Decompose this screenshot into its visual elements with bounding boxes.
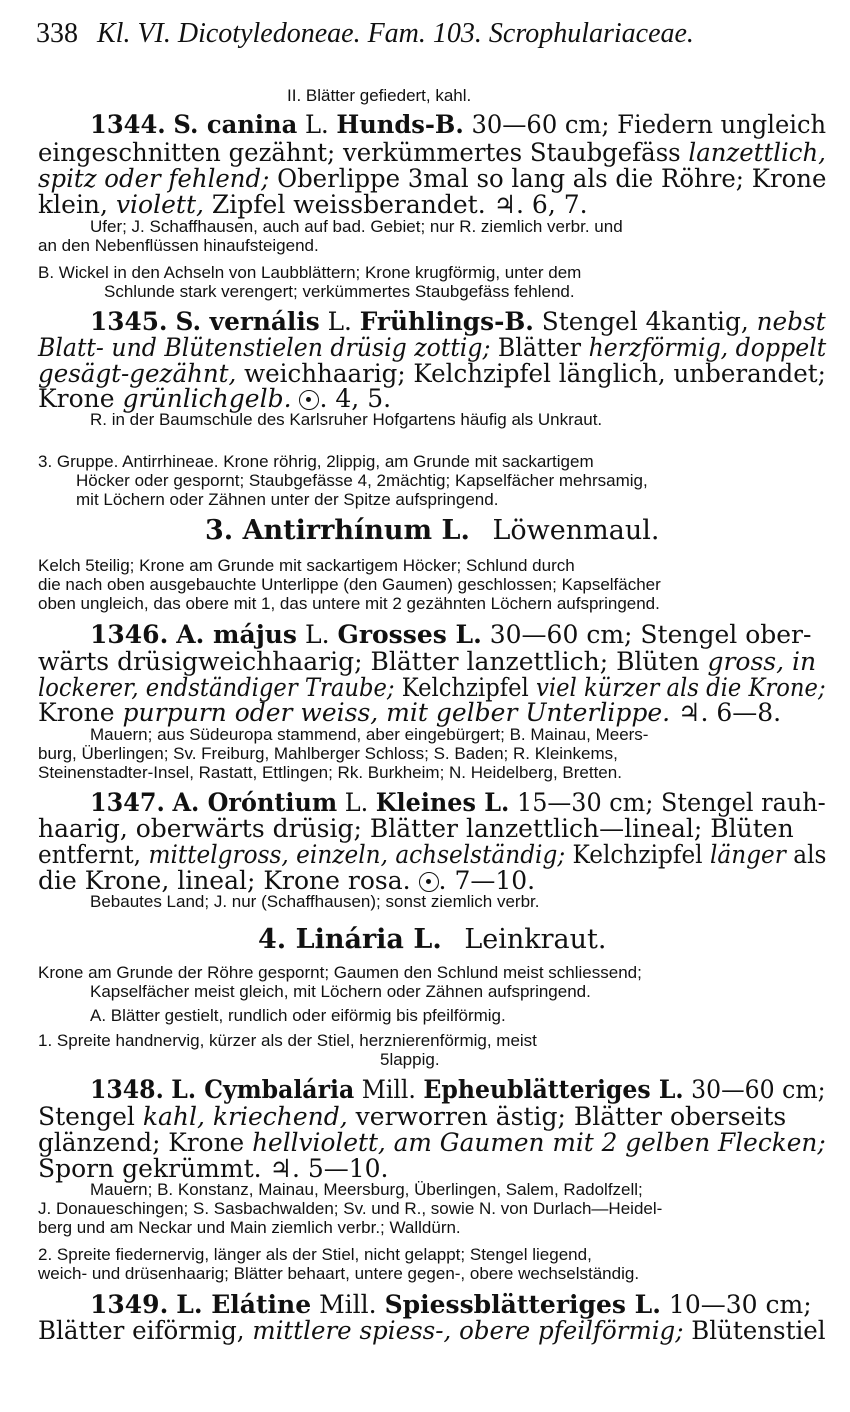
- genus-common-name: Leinkraut.: [464, 924, 607, 955]
- entry-text: glänzend; Krone: [38, 1128, 245, 1157]
- entry-number: 1348.: [90, 1075, 164, 1104]
- entry-number: 1344.: [90, 110, 166, 139]
- distribution: Steinenstadter-Insel, Rastatt, Ettlingen; Rk. Burkheim; N. Heidelberg, Bretten.: [38, 763, 622, 782]
- entry-text: Blätter eiförmig,: [38, 1316, 245, 1345]
- entry-text: 30—60 cm;: [691, 1075, 826, 1104]
- species-author: L.: [344, 788, 369, 817]
- entry-text: eingeschnitten gezähnt; verkümmertes Staubgefäss: [38, 138, 681, 167]
- entry-text-italic: hellviolett, am Gaumen mit 2 gelben Flecken;: [252, 1128, 826, 1157]
- entry-text: Stengel: [38, 1102, 135, 1131]
- species-name: S. vernális: [175, 307, 320, 336]
- distribution: R. in der Baumschule des Karlsruher Hofgartens häufig als Unkraut.: [90, 410, 603, 429]
- genus-description: oben ungleich, das obere mit 1, das untere mit 2 gezähnten Löchern aufspringend.: [38, 594, 660, 613]
- entry-text: Oberlippe 3mal so lang als die Röhre; Krone: [277, 164, 827, 193]
- entry-text-italic: länger: [709, 840, 786, 869]
- entry-number: 1349.: [90, 1290, 169, 1319]
- entry-text-italic: viel kürzer als die Krone;: [536, 673, 826, 702]
- genus-description: die nach oben ausgebauchte Unterlippe (den Gaumen) geschlossen; Kapselfächer: [38, 575, 661, 594]
- entry-text-italic: herzförmig, doppelt: [588, 333, 827, 362]
- entry-text-italic: mittlere spiess-, obere pfeilförmig;: [252, 1316, 684, 1345]
- genus-heading: [205, 515, 659, 546]
- species-author: L.: [327, 307, 352, 336]
- entry-text: Krone: [38, 384, 115, 413]
- entry-text-italic: violett,: [115, 190, 204, 219]
- entry-text-italic: mittelgross, einzeln, achselständig;: [148, 840, 566, 869]
- key-item-1: 5lappig.: [380, 1050, 440, 1069]
- entry-text: als: [793, 840, 827, 869]
- species-author: Mill.: [361, 1075, 416, 1104]
- entry-text-italic: kahl, kriechend,: [142, 1102, 348, 1131]
- genus-description: Krone am Grunde der Röhre gespornt; Gaumen den Schlund meist schliessend;: [38, 963, 642, 982]
- distribution: burg, Überlingen; Sv. Freiburg, Mahlberger Schloss; S. Baden; R. Kleinkems,: [38, 744, 618, 763]
- section-heading: II. Blätter gefiedert, kahl.: [287, 86, 472, 105]
- genus-name: 4. Linária L.: [258, 924, 442, 955]
- entry-text-italic: purpurn oder weiss, mit gelber Unterlippe.: [122, 698, 671, 727]
- genus-common-name: Löwenmaul.: [492, 515, 660, 546]
- entry-text: 30—60 cm; Stengel ober-: [489, 620, 812, 649]
- entry-text: haarig, oberwärts drüsig; Blätter lanzettlich—lineal; Blüten: [38, 814, 794, 843]
- entry-text: 4, 5.: [335, 384, 392, 413]
- entry-text: 15—30 cm; Stengel rauh-: [516, 788, 826, 817]
- entry-text: klein,: [38, 190, 108, 219]
- entry-text: entfernt,: [38, 840, 142, 869]
- distribution: Bebautes Land; J. nur (Schaffhausen); sonst ziemlich verbr.: [90, 892, 540, 911]
- page-header: [36, 18, 826, 50]
- entry-text: 30—60 cm; Fiedern ungleich: [471, 110, 827, 139]
- common-name: Epheublätteriges L.: [423, 1075, 684, 1104]
- annual-sun-icon: [419, 872, 439, 892]
- distribution: J. Donaueschingen; S. Sasbachwalden; Sv. und R., sowie N. von Durlach—Heidel-: [38, 1199, 663, 1218]
- entry-text-italic: nebst: [756, 307, 826, 336]
- key-item-b: B. Wickel in den Achseln von Laubblättern; Krone krugförmig, unter dem: [38, 263, 582, 282]
- distribution: Mauern; aus Südeuropa stammend, aber eingebürgert; B. Mainau, Meers-: [90, 725, 649, 744]
- entry-text: Blätter: [497, 333, 582, 362]
- distribution: an den Nebenflüssen hinaufsteigend.: [38, 236, 319, 255]
- annual-sun-icon: [299, 390, 319, 410]
- key-item-a: A. Blätter gestielt, rundlich oder eiförmig bis pfeilförmig.: [90, 1006, 506, 1025]
- species-name: L. Elátine: [176, 1290, 312, 1319]
- key-item-2: weich- und drüsenhaarig; Blätter behaart, untere gegen-, obere wechselständig.: [38, 1264, 640, 1283]
- entry-text: weichhaarig; Kelchzipfel länglich, unberandet;: [244, 359, 826, 388]
- entry-text: ♃. 6—8.: [678, 698, 782, 727]
- entry-text: die Krone, lineal; Krone rosa.: [38, 866, 411, 895]
- entry-text-italic: gesägt-gezähnt,: [38, 359, 237, 388]
- distribution: Mauern; B. Konstanz, Mainau, Meersburg, Überlingen, Salem, Radolfzell;: [90, 1180, 643, 1199]
- page-number: 338: [36, 18, 78, 49]
- genus-heading: [258, 924, 606, 955]
- entry-text: 10—30 cm;: [668, 1290, 812, 1319]
- species-author: L.: [304, 110, 329, 139]
- page: 338 Kl. VI. Dicotyledoneae. Fam. 103. Scrophulariaceae. II. Blätter gefiedert, kahl. 1344. S. canina L. Hunds-B. 30—60 cm; Fiedern ungleich eingeschnitten gezähnt; verkümmertes Staubgefäss lanzettlich, spitz oder fehlend; Oberlippe 3mal so lang als die Röhre; Krone klein, violett, Zipfel weissberandet. ♃. 6, 7. Ufer; J. Schaffhausen, auch auf bad. Gebiet; nur R. ziemlich verbr. und an den Nebenflüssen hinaufsteigend. B. Wickel in den Achseln von Laubblättern; Krone krugförmig, unter dem Schlunde stark verengert; verkümmertes Staubgefäss fehlend. 1345. S. vernális L. Frühlings-B. Stengel 4kantig, nebst Blatt- und Blütenstielen drüsig zottig; Blätter herzförmig, doppelt gesägt-gezähnt, weichhaarig; Kelchzipfel länglich, unberandet; Krone grünlichgelb. . 4, 5. R. in der Baumschule des Karlsruher Hofgartens häufig als Unkraut. 3. Gruppe. Antirrhineae. Krone röhrig, 2lippig, am Grunde mit sackartigem Höcker oder gespornt; Staubgefässe 4, 2mächtig; Kapselfächer mehrsamig, mit Löchern oder Zähnen unter der Spitze aufspringend. 3. Antirrhínum L. Löwenmaul. Kelch 5teilig; Krone am Grunde mit sackartigem Höcker; Schlund durch die nach oben ausgebauchte Unterlippe (den Gaumen) geschlossen; Kapselfächer oben ungleich, das obere mit 1, das untere mit 2 gezähnten Löchern aufspringend. 1346. A. május L. Grosses L. 30—60 cm; Stengel ober- wärts drüsigweichhaarig; Blätter lanzettlich; Blüten gross, in lockerer, endständiger Traube; Kelchzipfel viel kürzer als die Krone; Krone purpurn oder weiss, mit gelber Unterlippe. ♃. 6—8. Mauern; aus Südeuropa stammend, aber eingebürgert; B. Mainau, Meers- burg, Überlingen; Sv. Freiburg, Mahlberger Schloss; S. Baden; R. Kleinkems, Steinenstadter-Insel, Rastatt, Ettlingen; Rk. Burkheim; N. Heidelberg, Bretten. 1347. A. Oróntium L. Kleines L. 15—30 cm; Stengel rauh- haarig, oberwärts drüsig; Blätter lanzettlich—lineal; Blüten entfernt, mittelgross, einzeln, achselständig; Kelchzipfel länger als die Krone, lineal; Krone rosa. . 7—10. Bebautes Land; J. nur (Schaffhausen); sonst ziemlich verbr. 4. Linária L. Leinkraut. Krone am Grunde der Röhre gespornt; Gaumen den Schlund meist schliessend; Kapselfächer meist gleich, mit Löchern oder Zähnen aufspringend. A. Blätter gestielt, rundlich oder eiförmig bis pfeilförmig. 1. Spreite handnervig, kürzer als der Stiel, herznierenförmig, meist 5lappig. 1348. L. Cymbalária Mill. Epheublätteriges L. 30—60 cm; Stengel kahl, kriechend, verworren ästig; Blätter oberseits glänzend; Krone hellviolett, am Gaumen mit 2 gelben Flecken; Sporn gekrümmt. ♃. 5—10. Mauern; B. Konstanz, Mainau, Meersburg, Überlingen, Salem, Radolfzell; J. Donaueschingen; S. Sasbachwalden; Sv. und R., sowie N. von Durlach—Heidel- berg und am Neckar und Main ziemlich verbr.; Walldürn. 2. Spreite fiedernervig, länger als der Stiel, nicht gelappt; Stengel liegend, weich- und drüsenhaarig; Blätter behaart, untere gegen-, obere wechselständig. 1349. L. Elátine Mill. Spiessblätteriges L. 10—30 cm; Blätter eiförmig, mittlere spiess-, obere pfeilförmig; Blütenstiel: [36, 18, 827, 1345]
- species-name: S. canina: [173, 110, 298, 139]
- species-name: A. május: [176, 620, 298, 649]
- entry-text: 7—10.: [454, 866, 536, 895]
- entry-text-italic: lockerer, endständiger Traube;: [38, 673, 395, 702]
- key-item-b: Schlunde stark verengert; verkümmertes Staubgefäss fehlend.: [104, 282, 575, 301]
- entry-text-italic: lanzettlich,: [688, 138, 826, 167]
- entry-text: Blütenstiel: [691, 1316, 826, 1345]
- entry-number: 1347.: [90, 788, 165, 817]
- genus-name: 3. Antirrhínum L.: [205, 515, 470, 546]
- entry-text: Kelchzipfel: [401, 673, 529, 702]
- common-name: Kleines L.: [375, 788, 510, 817]
- entry-number: 1346.: [90, 620, 169, 649]
- species-name: L. Cymbalária: [171, 1075, 355, 1104]
- group-description: Höcker oder gespornt; Staubgefässe 4, 2mächtig; Kapselfächer mehrsamig,: [76, 471, 648, 490]
- running-title: Kl. VI. Dicotyledoneae. Fam. 103. Scrophulariaceae.: [97, 18, 694, 49]
- entry-text: verworren ästig; Blätter oberseits: [355, 1102, 787, 1131]
- key-item-1: 1. Spreite handnervig, kürzer als der Stiel, herznierenförmig, meist: [38, 1031, 537, 1050]
- entry-text: wärts drüsigweichhaarig; Blätter lanzettlich; Blüten: [38, 647, 700, 676]
- entry-text: Sporn gekrümmt. ♃. 5—10.: [38, 1154, 389, 1183]
- genus-description: Kapselfächer meist gleich, mit Löchern oder Zähnen aufspringend.: [90, 982, 591, 1001]
- common-name: Frühlings-B.: [359, 307, 534, 336]
- entry-text: Kelchzipfel: [572, 840, 703, 869]
- entry-text-italic: gross, in: [707, 647, 817, 676]
- entry-text: Zipfel weissberandet. ♃. 6, 7.: [211, 190, 588, 219]
- entry-text-italic: spitz oder fehlend;: [38, 164, 270, 193]
- species-author: L.: [304, 620, 330, 649]
- entry-text: Stengel 4kantig,: [541, 307, 749, 336]
- entry-text-italic: grünlichgelb.: [122, 384, 292, 413]
- entry-number: 1345.: [90, 307, 168, 336]
- distribution: berg und am Neckar und Main ziemlich verbr.; Walldürn.: [38, 1218, 461, 1237]
- common-name: Spiessblätteriges L.: [384, 1290, 661, 1319]
- common-name: Hunds-B.: [336, 110, 464, 139]
- genus-description: Kelch 5teilig; Krone am Grunde mit sackartigem Höcker; Schlund durch: [38, 556, 575, 575]
- entry-text-italic: Blatt- und Blütenstielen drüsig zottig;: [38, 333, 491, 362]
- common-name: Grosses L.: [337, 620, 482, 649]
- species-name: A. Oróntium: [172, 788, 338, 817]
- species-author: Mill.: [319, 1290, 377, 1319]
- distribution: Ufer; J. Schaffhausen, auch auf bad. Gebiet; nur R. ziemlich verbr. und: [90, 217, 623, 236]
- key-item-2: 2. Spreite fiedernervig, länger als der Stiel, nicht gelappt; Stengel liegend,: [38, 1245, 592, 1264]
- group-description: mit Löchern oder Zähnen unter der Spitze aufspringend.: [76, 490, 499, 509]
- group-heading: 3. Gruppe. Antirrhineae. Krone röhrig, 2lippig, am Grunde mit sackartigem: [38, 452, 594, 471]
- entry-text: Krone: [38, 698, 115, 727]
